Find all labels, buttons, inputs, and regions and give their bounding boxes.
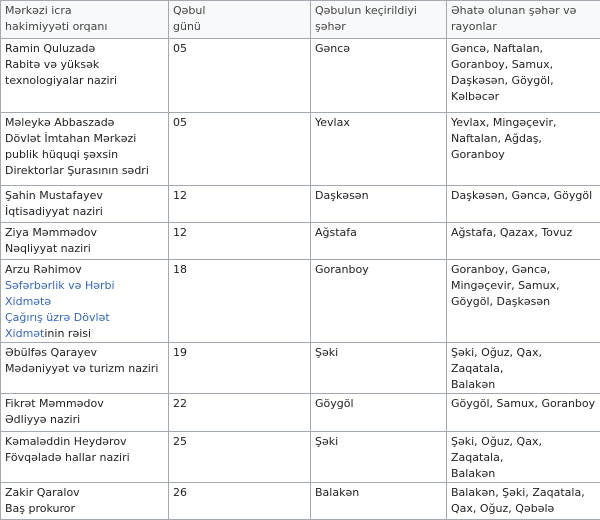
header-areas-line1: Əhatə olunan şəhər və <box>451 3 596 19</box>
areas-line: Mingəçevir, Samux, <box>451 278 596 294</box>
official-name: Arzu Rəhimov <box>5 262 164 278</box>
city-cell: Balakən <box>311 483 447 520</box>
table-row <box>1 432 600 483</box>
header-city-text: Qəbulun keçirildiyi şəhər <box>315 3 442 35</box>
official-title: Baş prokuror <box>5 501 164 517</box>
areas-line: Naftalan, Ağdaş, <box>451 131 596 147</box>
areas-cell <box>447 223 600 260</box>
official-title: Ədliyyə naziri <box>5 412 164 428</box>
table-row <box>1 39 600 113</box>
areas-line: Daşkəsən, Gəncə, Göygöl <box>451 188 596 204</box>
header-day-line2: günü <box>173 19 306 35</box>
official-name: Ramin Quluzadə <box>5 41 164 57</box>
authority-cell <box>1 394 169 432</box>
day-cell: 18 <box>169 260 311 343</box>
official-title-mixed <box>5 326 164 342</box>
header-authority <box>1 1 169 39</box>
header-authority-line2: hakimiyyəti orqanı <box>5 19 164 35</box>
areas-line: Balakən <box>451 377 596 393</box>
areas-line: Goranboy, Gəncə, <box>451 262 596 278</box>
day-cell: 05 <box>169 113 311 186</box>
areas-line: Goranboy, Samux, <box>451 57 596 73</box>
authority-cell <box>1 223 169 260</box>
city-cell: Yevlax <box>311 113 447 186</box>
official-title: texnologiyalar naziri <box>5 73 164 89</box>
official-name: Kəmaləddin Heydərov <box>5 434 164 450</box>
areas-line: Göygöl, Samux, Goranboy <box>451 396 596 412</box>
header-areas-line2: rayonlar <box>451 19 596 35</box>
areas-line: Qax, Oğuz, Qəbələ <box>451 501 596 517</box>
official-title: Fövqəladə hallar naziri <box>5 450 164 466</box>
agency-link[interactable]: Xidmət <box>5 327 44 340</box>
areas-line: Kəlbəcər <box>451 89 596 105</box>
areas-line: Gəncə, Naftalan, <box>451 41 596 57</box>
authority-cell <box>1 113 169 186</box>
city-cell: Göygöl <box>311 394 447 432</box>
official-name: Zakir Qaralov <box>5 485 164 501</box>
header-authority-line1: Mərkəzi icra <box>5 3 164 19</box>
city-cell: Ağstafa <box>311 223 447 260</box>
day-cell: 22 <box>169 394 311 432</box>
header-city <box>311 1 447 39</box>
official-title: publik hüquqi şəxsin <box>5 147 164 163</box>
authority-cell <box>1 186 169 223</box>
table-row <box>1 483 600 520</box>
table-row <box>1 186 600 223</box>
day-cell: 19 <box>169 343 311 394</box>
official-name: Şahin Mustafayev <box>5 188 164 204</box>
official-title: Dövlət İmtahan Mərkəzi <box>5 131 164 147</box>
city-cell: Goranboy <box>311 260 447 343</box>
city-cell: Şəki <box>311 343 447 394</box>
areas-cell <box>447 394 600 432</box>
areas-line: Yevlax, Mingəçevir, <box>451 115 596 131</box>
agency-link[interactable]: Səfərbərlik və Hərbi Xidmətə <box>5 278 164 310</box>
day-cell: 05 <box>169 39 311 113</box>
city-cell: Şəki <box>311 432 447 483</box>
official-title: Rabitə və yüksək <box>5 57 164 73</box>
official-title: Mədəniyyət və turizm naziri <box>5 361 164 377</box>
authority-cell <box>1 483 169 520</box>
areas-line: Şəki, Oğuz, Qax, Zaqatala, <box>451 345 596 377</box>
city-cell: Gəncə <box>311 39 447 113</box>
table-header-row <box>1 1 600 39</box>
areas-cell <box>447 39 600 113</box>
day-cell: 26 <box>169 483 311 520</box>
areas-cell <box>447 113 600 186</box>
table-row <box>1 113 600 186</box>
areas-cell <box>447 483 600 520</box>
areas-line: Ağstafa, Qazax, Tovuz <box>451 225 596 241</box>
areas-cell <box>447 343 600 394</box>
day-cell: 12 <box>169 223 311 260</box>
areas-line: Balakən <box>451 466 596 482</box>
areas-line: Göygöl, Daşkəsən <box>451 294 596 310</box>
header-day <box>169 1 311 39</box>
official-name: Məleykə Abbaszadə <box>5 115 164 131</box>
table-row <box>1 260 600 343</box>
areas-cell <box>447 186 600 223</box>
authority-cell <box>1 432 169 483</box>
official-title: Nəqliyyat naziri <box>5 241 164 257</box>
table-row <box>1 223 600 260</box>
official-title: İqtisadiyyat naziri <box>5 204 164 220</box>
areas-line: Daşkəsən, Göygöl, <box>451 73 596 89</box>
header-day-line1: Qəbul <box>173 3 306 19</box>
areas-cell <box>447 432 600 483</box>
official-name: Əbülfəs Qarayev <box>5 345 164 361</box>
authority-cell <box>1 39 169 113</box>
areas-line: Şəki, Oğuz, Qax, Zaqatala, <box>451 434 596 466</box>
table-row <box>1 343 600 394</box>
areas-line: Balakən, Şəki, Zaqatala, <box>451 485 596 501</box>
authority-cell <box>1 260 169 343</box>
official-name: Ziya Məmmədov <box>5 225 164 241</box>
areas-line: Goranboy <box>451 147 596 163</box>
official-title: Direktorlar Şurasının sədri <box>5 163 164 179</box>
official-name: Fikrət Məmmədov <box>5 396 164 412</box>
header-areas <box>447 1 600 39</box>
authority-cell <box>1 343 169 394</box>
table-row <box>1 394 600 432</box>
city-cell: Daşkəsən <box>311 186 447 223</box>
day-cell: 12 <box>169 186 311 223</box>
official-title-tail: inin rəisi <box>44 327 91 340</box>
areas-cell <box>447 260 600 343</box>
agency-link[interactable]: Çağırış üzrə Dövlət <box>5 310 164 326</box>
day-cell: 25 <box>169 432 311 483</box>
